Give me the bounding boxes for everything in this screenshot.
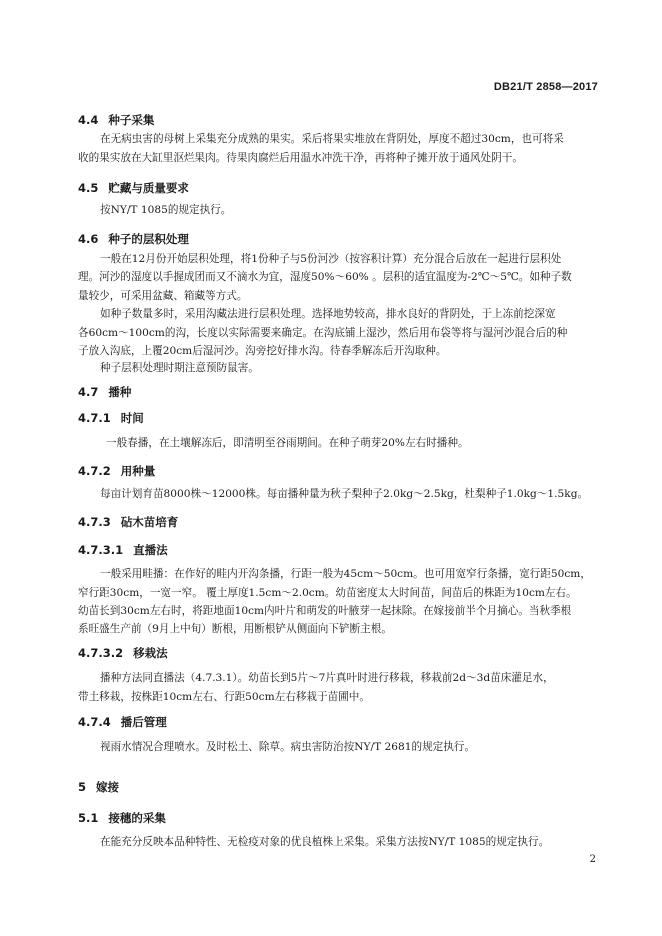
section-heading: 4.7 播种 [78, 385, 132, 399]
paragraph-line: 收的果实放在大缸里沤烂果肉。待果肉腐烂后用温水冲洗干净，再将种子摊开放于通风处阴干。 [78, 152, 523, 164]
paragraph-line: 在无病虫害的母树上采集充分成熟的果实。采后将果实堆放在背阴处，厚度不超过30cm，也可将采 [100, 133, 564, 145]
page-number: 2 [589, 854, 596, 865]
paragraph-line: 一般春播，在土壤解冻后，即清明至谷雨期间。在种子萌芽20%左右时播种。 [106, 437, 469, 449]
paragraph-line: 种子层积处理时期注意预防鼠害。 [100, 362, 259, 374]
paragraph-line: 播种方法同直播法（4.7.3.1）。幼苗长到5片～7片真叶时进行移栽，移栽前2d～3d苗床灌足水， [100, 672, 554, 684]
paragraph-line: 带土移栽，按株距10cm左右、行距50cm左右移栽于苗圃中。 [78, 691, 370, 703]
section-heading: 4.4 种子采集 [78, 113, 155, 127]
section-heading: 5.1 接穗的采集 [78, 811, 166, 825]
paragraph-line: 每亩计划育苗8000株～12000株。每亩播种量为秋子梨种子2.0kg～2.5kg，杜梨种子1.0kg～1.5kg。 [100, 488, 589, 500]
paragraph-line: 一般在12月份开始层积处理，将1份种子与5份河沙（按容积计算）充分混合后放在一起进行层积处 [100, 253, 562, 265]
paragraph-line: 窄行距30cm，一宽一窄。 覆土厚度1.5cm～2.0cm。幼苗密度太大时间苗，间苗后的株距为10cm左右。 [78, 587, 577, 599]
paragraph-line: 子放入沟底，上覆20cm后湿河沙。沟旁挖好排水沟。待春季解冻后开沟取种。 [78, 345, 447, 357]
paragraph-line: 按NY/T 1085的规定执行。 [100, 204, 232, 216]
paragraph-line: 在能充分反映本品种特性、无检疫对象的优良植株上采集。采集方法按NY/T 1085的规定执行。 [100, 836, 550, 848]
section-heading: 4.7.3 砧木苗培育 [78, 515, 179, 529]
section-heading: 4.7.2 用种量 [78, 464, 156, 478]
paragraph-line: 量较少，可采用盆藏、箱藏等方式。 [78, 290, 248, 302]
section-heading: 4.7.4 播后管理 [78, 715, 167, 729]
paragraph-line: 幼苗长到30cm左右时，将距地面10cm内叶片和萌发的叶腋芽一起抹除。在嫁接前半个月摘心。当秋季根 [78, 605, 572, 617]
paragraph-line: 理。河沙的湿度以手握成团而又不滴水为宜，湿度50%～60% 。层积的适宜温度为-2℃～5℃。如种子数 [78, 271, 572, 283]
paragraph-line: 视雨水情况合理喷水。及时松土、除草。病虫害防治按NY/T 2681的规定执行。 [100, 741, 476, 753]
section-heading: 5 嫁接 [78, 780, 120, 794]
section-heading: 4.7.1 时间 [78, 411, 144, 425]
paragraph-line: 系旺盛生产前（9月上中旬）断根，用断根铲从侧面向下铲断主根。 [78, 623, 392, 635]
section-heading: 4.6 种子的层积处理 [78, 232, 189, 246]
section-heading: 4.7.3.2 移栽法 [78, 646, 168, 660]
section-heading: 4.7.3.1 直播法 [78, 543, 168, 557]
paragraph-line: 各60cm～100cm的沟，长度以实际需要来确定。在沟底铺上湿沙，然后用布袋等将与湿河沙混合后的种 [78, 327, 568, 339]
section-heading: 4.5 贮藏与质量要求 [78, 181, 189, 195]
paragraph-line: 如种子数量多时，采用沟藏法进行层积处理。选择地势较高，排水良好的背阴处，于上冻前挖深宽 [100, 308, 556, 320]
paragraph-line: 一般采用畦播：在作好的畦内开沟条播，行距一般为45cm～50cm。也可用宽窄行条播，宽行距50cm， [100, 568, 591, 580]
standard-number: DB21/T 2858—2017 [493, 81, 598, 93]
